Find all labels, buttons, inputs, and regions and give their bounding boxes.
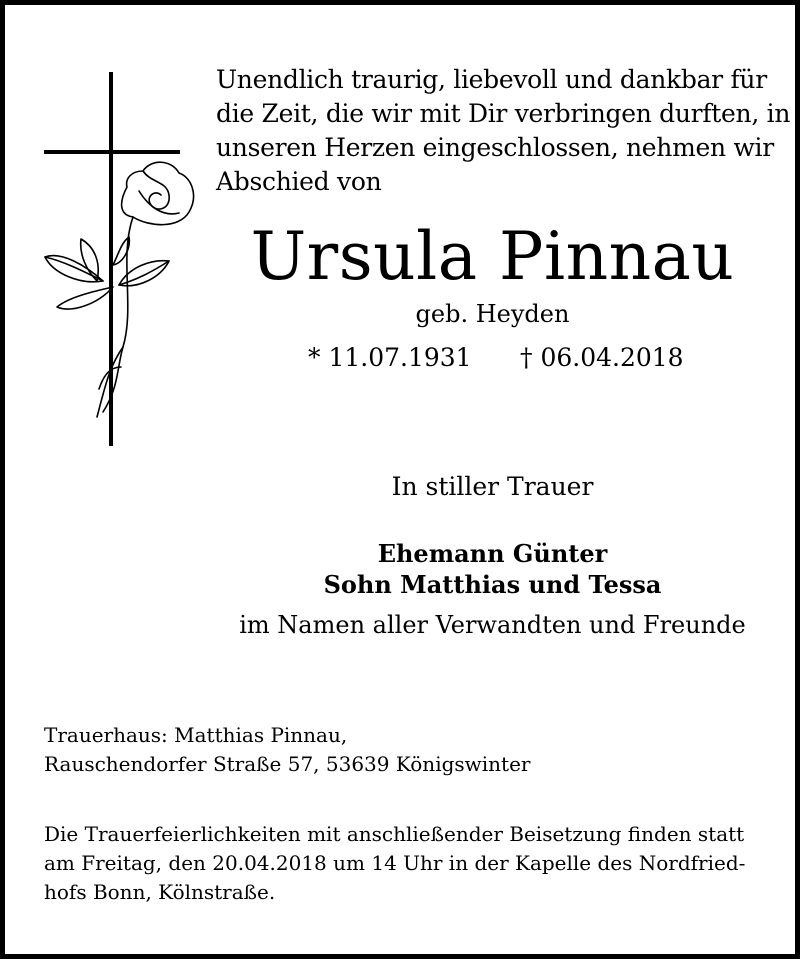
mourning-line: In stiller Trauer <box>391 472 594 501</box>
birth-date: * 11.07.1931 <box>308 343 472 372</box>
intro-line: die Zeit, die wir mit Dir verbringen durften, in <box>216 99 791 128</box>
mourning-house-address <box>44 721 530 779</box>
deceased-name: Ursula Pinnau <box>250 218 735 295</box>
death-date: † 06.04.2018 <box>520 343 684 372</box>
mourners-list <box>185 538 800 600</box>
intro-line: unseren Herzen eingeschlossen, nehmen wir <box>216 133 774 162</box>
service-line: am Freitag, den 20.04.2018 um 14 Uhr in der Kapelle des Nordfried- <box>44 851 746 875</box>
intro-line: Unendlich traurig, liebevoll und dankbar für <box>216 65 767 94</box>
mourner-name: Ehemann Günter <box>377 539 608 568</box>
intro-line: Abschied von <box>216 167 382 196</box>
birth-name: geb. Heyden <box>415 300 570 328</box>
service-line: hofs Bonn, Kölnstraße. <box>44 880 276 904</box>
address-line: Trauerhaus: Matthias Pinnau, <box>44 723 348 747</box>
funeral-service-info <box>44 820 745 907</box>
address-line: Rauschendorfer Straße 57, 53639 Königswinter <box>44 752 531 776</box>
service-line: Die Trauerfeierlichkeiten mit anschließender Beisetzung finden statt <box>44 822 745 846</box>
family-line: im Namen aller Verwandten und Freunde <box>239 611 746 639</box>
mourner-name: Sohn Matthias und Tessa <box>323 570 662 599</box>
cross-with-rose-icon <box>39 67 199 452</box>
intro-text <box>216 63 791 199</box>
